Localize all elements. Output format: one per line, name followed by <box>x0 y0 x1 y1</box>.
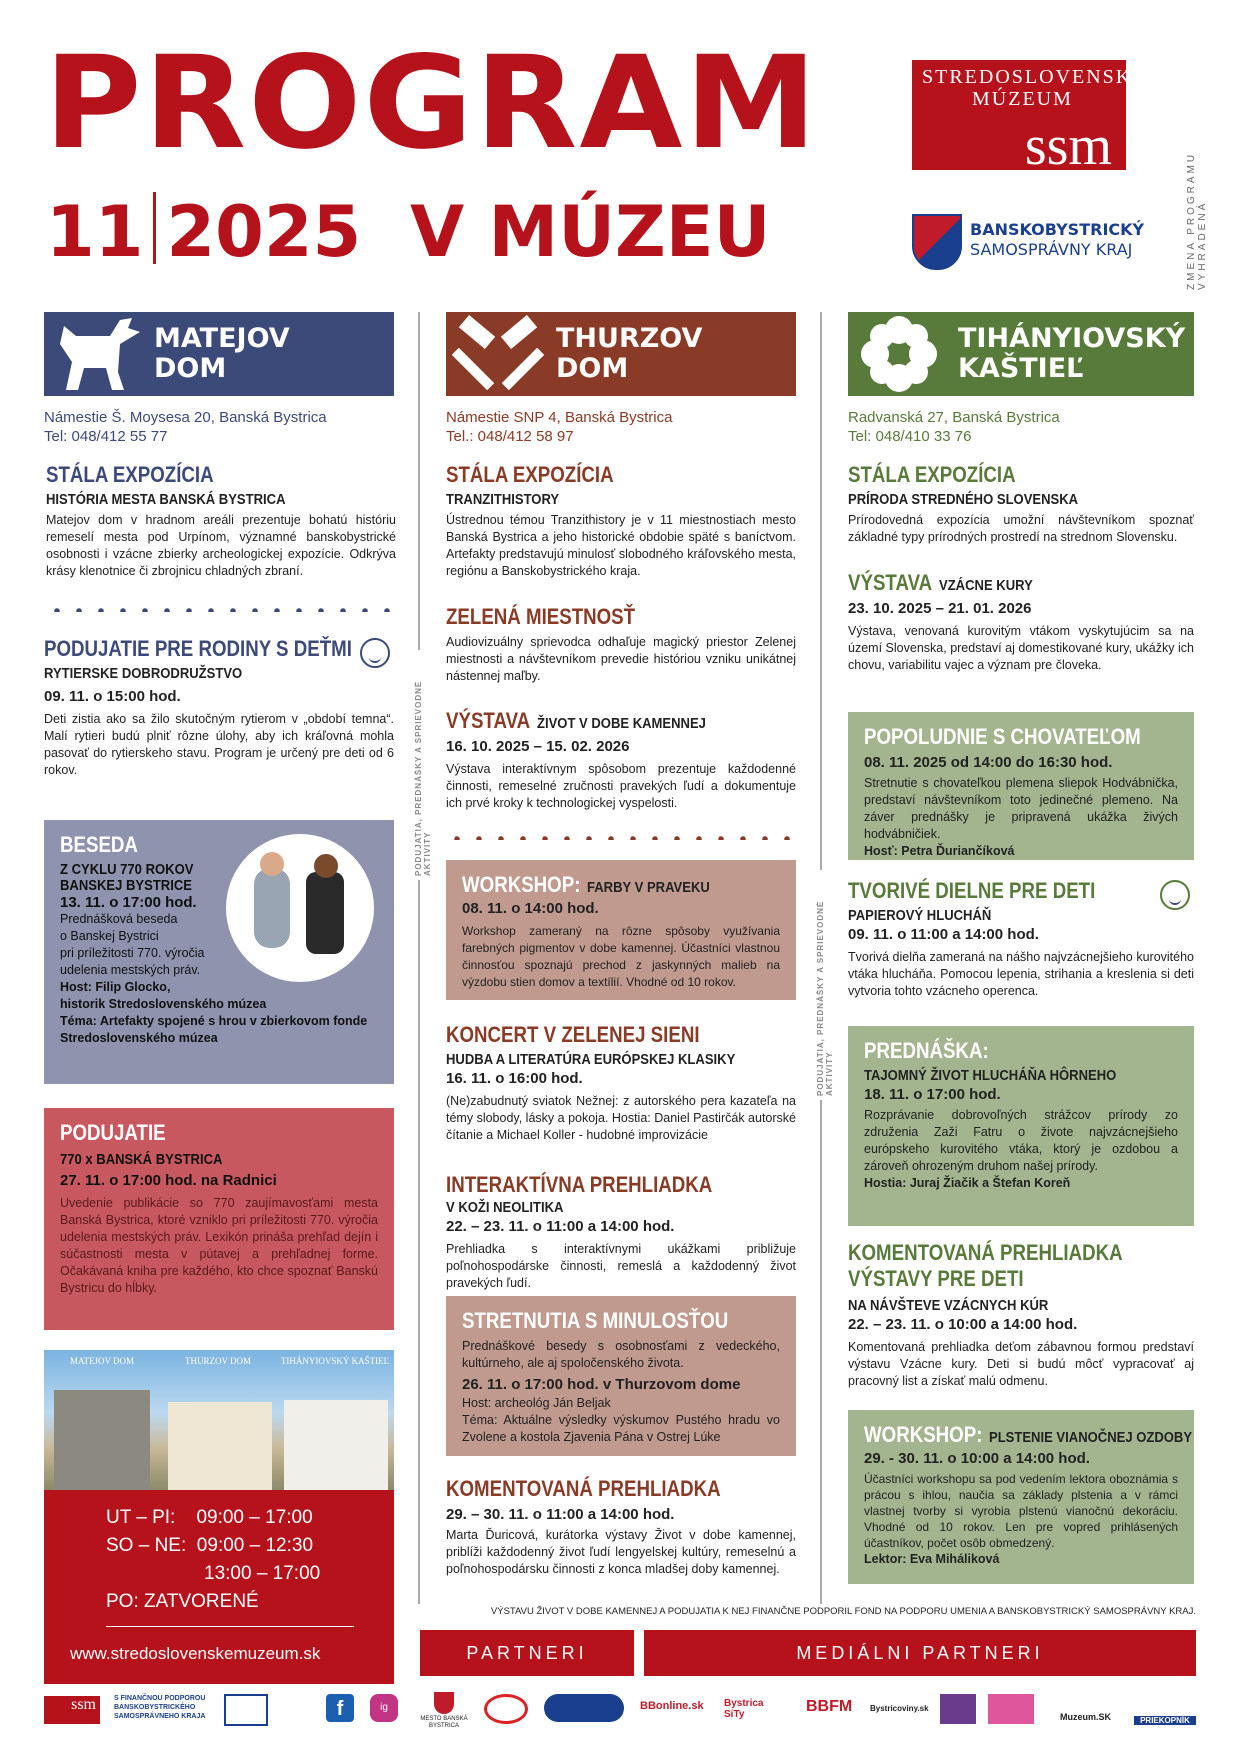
komentovana-deti: KOMENTOVANÁ PREHLIADKA VÝSTAVY PRE DETI NA NÁVŠTEVE VZÁCNYCH KÚR 22. – 23. 11. o 10:00 a 14:00 hod. Komentovaná prehliadka deťom zábavnou formou predstaví výstavu Vzácne kury. Deti si budú môcť vypracovať aj pracovný list a získať malú odmenu. <box>848 1240 1194 1388</box>
child-icon <box>360 638 390 668</box>
beseda-box: BESEDA Z CYKLU 770 ROKOV BANSKEJ BYSTRICE 13. 11. o 17:00 hod. Prednášková beseda o Banskej Bystrici pri príležitosti 770. výročia udelenia mestských práv. Host: Filip Glocko, historik Stredoslovenského múzea Téma: Artefakty spojené s hrou v zbierkovom fonde Stredoslovenského múzea <box>44 820 394 1084</box>
tvorive-dielne: TVORIVÉ DIELNE PRE DETI PAPIEROVÝ HLUCHÁŇ 09. 11. o 11:00 a 14:00 hod. Tvorivá dielňa zameraná na nášho najvzácnejšieho kurovitého vtáka hlucháňa. Pomocou lepenia, strihania a kreslenia si deti vytvoria tohto vzácneho operenca. <box>848 878 1194 998</box>
bbsk-logo: BANSKOBYSTRICKÝ SAMOSPRÁVNY KRAJ <box>912 214 1152 272</box>
facebook-icon[interactable]: f <box>326 1694 354 1722</box>
side-label: PODUJATIA, PREDNÁŠKY A SPRIEVODNÉ AKTIVITY <box>414 650 432 880</box>
interaktivna-prehliadka: INTERAKTÍVNA PREHLIADKA V KOŽI NEOLITIKA 22. – 23. 11. o 11:00 a 14:00 hod. Prehliadka s interaktívnymi ukážkami približuje poľnohospodárske činnosti, remeslá a každodenný život pravekých ľudí. <box>446 1172 796 1290</box>
tihanyiovsky-header: TIHÁNYIOVSKÝ KAŠTIEĽ <box>848 312 1194 396</box>
zelena-miestnost: ZELENÁ MIESTNOSŤ Audiovizuálny sprievodca odhaľuje magický priestor Zelenej miestnosti a návštevníkom prevedie históriou vzniku unikátnej nástennej maľby. <box>446 604 796 683</box>
instagram-icon[interactable]: ig <box>370 1694 398 1722</box>
komentovana-prehliadka: KOMENTOVANÁ PREHLIADKA 29. – 30. 11. o 11:00 a 14:00 hod. Marta Ďuricová, kurátorka výstavy Život v dobe kamennej, priblíži každodenný život ľudí lengyelskej kultúry, remeselnú a poľnohospodársku činnosti z konca mladšej doby kamennej. <box>446 1476 796 1576</box>
bbonline-logo: BBonline.sk <box>640 1700 704 1712</box>
crest-icon <box>912 214 962 270</box>
koncert: KONCERT V ZELENEJ SIENI HUDBA A LITERATÚRA EURÓPSKEJ KLASIKY 16. 11. o 16:00 hod. (Ne)zabudnutý sviatok Nežnej: z autorského pera kazateľa na témy slobody, lásky a pokoja. Hostia: Daniel Pastirčák autorské čítanie a Michael Koller - hudobné improvizácie <box>446 1022 796 1142</box>
vystava-kamenna: VÝSTAVA ŽIVOT V DOBE KAMENNEJ 16. 10. 2025 – 15. 02. 2026 Výstava interaktívnym spôsobom prezentuje každodenné činnosti, remeselné zručnosti pravekých ľudí a dokumentuje ich prvé kroky k technologickej vyspelosti. <box>446 708 796 810</box>
priekopnik-logo: PRIEKOPNÍK <box>1134 1716 1196 1725</box>
family-event: PODUJATIE PRE RODINY S DEŤMI RYTIERSKE DOBRODRUŽSTVO 09. 11. o 15:00 hod. Deti zistia ako sa žilo skutočným rytierom v „období temna“. Malí rytieri budú plniť rôzne úlohy, aby ich kráľovná mohla pasovať do rytierskeho stavu. Program je určený pre deti od 6 rokov. <box>44 636 394 777</box>
buildings-photo: MATEJOV DOM THURZOV DOM TIHÁNYIOVSKÝ KAŠTIEĽ <box>44 1350 394 1490</box>
prednaska-box: PREDNÁŠKA: TAJOMNÝ ŽIVOT HLUCHÁŇA HÔRNEHO 18. 11. o 17:00 hod. Rozprávanie dobrovoľných strážcov prírody zo združenia Zaži Fatru o živote najvzácnejšieho európskeho kurovitého vtáka, ktorý je ozdobou a zároveň ohrozeným druhom našej prírody. Hostia: Juraj Žiačik a Štefan Koreň <box>848 1026 1194 1226</box>
partner-logo <box>484 1694 528 1724</box>
opening-hours: UT – PI: 09:00 – 17:00 SO – NE: 09:00 – 12:30 13:00 – 17:00 PO: ZATVORENÉ www.stredoslovenskemuzeum.sk <box>44 1490 394 1684</box>
bystrica-city-logo: Bystrica SiTy <box>724 1698 764 1720</box>
tihanyi-expo: STÁLA EXPOZÍCIA PRÍRODA STREDNÉHO SLOVENSKA Prírodovedná expozícia umožní návštevníkom spoznať základné typy prírodných prostredí na strednom Slovensku. <box>848 462 1194 544</box>
month-year: 11 2025 V MÚZEU <box>46 191 771 273</box>
media-partners-bar: MEDIÁLNI PARTNERI <box>644 1630 1196 1676</box>
matejov-address: Námestie Š. Moysesa 20, Banská Bystrica Tel: 048/412 55 77 <box>44 409 327 445</box>
thurzov-header: THURZOV DOM <box>446 312 796 396</box>
matejov-header: MATEJOV DOM <box>44 312 394 396</box>
side-note: ZMENA PROGRAMU VYHRADENÁ <box>1186 151 1208 290</box>
stretnutia-box: STRETNUTIA S MINULOSŤOU Prednáškové besedy s osobnosťami z vedeckého, kultúrneho, ale aj spoločenského života. 26. 11. o 17:00 hod. v Thurzovom dome Host: archeológ Ján Beljak Téma: Aktuálne výsledky výskumov Pustého hradu vo Zvolene a kostola Zjavenia Pána v Ostrej Lúke <box>446 1296 796 1456</box>
partner-logo <box>544 1694 624 1722</box>
workshop-plstenie: WORKSHOP: PLSTENIE VIANOČNEJ OZDOBY 29. - 30. 11. o 10:00 a 14:00 hod. Účastníci workshopu sa pod vedením lektora oboznámia s prácou s ihlou, naučia sa základy plstenia a v rámci vlastnej tvorby si vyrobia plstenú vianočnú dekoráciu. Vhodné od 10 rokov. Len pre vopred prihlásených účastníkov, počet osôb obmedzený. Lektor: Eva Miháliková <box>848 1410 1194 1584</box>
divider <box>418 312 420 1604</box>
tihanyi-address: Radvanská 27, Banská Bystrica Tel: 048/410 33 76 <box>848 409 1060 445</box>
logo-strip <box>44 1690 1196 1736</box>
ssm-logo: STREDOSLOVENSKÉ MÚZEUM ssm <box>912 60 1126 170</box>
muzeum-sk-logo: Muzeum.SK <box>1060 1712 1112 1722</box>
bystricoviny-logo: Bystricoviny.sk <box>870 1704 929 1713</box>
dotted-divider <box>446 836 796 840</box>
child-icon <box>1160 880 1190 910</box>
website-link[interactable]: www.stredoslovenskemuzeum.sk <box>70 1644 321 1663</box>
horse-icon <box>50 314 146 394</box>
partner-logo <box>940 1694 976 1724</box>
dotted-divider <box>46 608 396 612</box>
side-label: PODUJATIA, PREDNÁŠKY A SPRIEVODNÉ AKTIVITY <box>816 870 834 1100</box>
bbsk-small-logo: S FINANČNOU PODPOROU BANSKOBYSTRICKÉHO SAMOSPRÁVNEHO KRAJA <box>114 1695 206 1720</box>
popoludnie-box: POPOLUDNIE S CHOVATEĽOM 08. 11. 2025 od 14:00 do 16:30 hod. Stretnutie s chovateľkou plemena sliepok Hodvábnička, predstaví návštevníkom toto jedinečné plemeno. Na záver prednášky je pripravená ukážka živých hodvábničiek. Hosť: Petra Ďuriančíková <box>848 712 1194 860</box>
ssm-small-logo: ssm <box>44 1696 100 1724</box>
dolls-image <box>226 834 374 982</box>
vystava-kury: VÝSTAVA VZÁCNE KURY 23. 10. 2025 – 21. 01. 2026 Výstava, venovaná kurovitým vtákom vyskytujúcim sa na území Slovenska, predstaví aj domestikované kury, ukážky ich chovu, variabilitu vajec a význam pre človeka. <box>848 570 1194 672</box>
matejov-expo: STÁLA EXPOZÍCIA HISTÓRIA MESTA BANSKÁ BYSTRICA Matejov dom v hradnom areáli prezentuje bohatú históriu remeselí mesta pod Urpínom, významné banskobystrické osobnosti i vzácne zbierky archeologickej expozície. Odkrýva krásy klenotnice či zbrojnicu chladných zbraní. <box>46 462 396 578</box>
thurzov-address: Námestie SNP 4, Banská Bystrica Tel.: 048/412 58 97 <box>446 409 673 445</box>
podujatie-box: PODUJATIE 770 x BANSKÁ BYSTRICA 27. 11. o 17:00 hod. na Radnici Uvedenie publikácie so 770 zaujímavosťami mesta Banská Bystrica, ktoré vzniklo pri príležitosti 770. výročia udelenia mestských práv. Lexikón prináša prehľad dejín i súčastnosti mesta v pútavej a prehľadnej forme. Očakávaná kniha pre každého, kto chce spoznať Banskú Bystricu do hĺbky. <box>44 1108 394 1330</box>
thurzov-expo: STÁLA EXPOZÍCIA TRANZITHISTORY Ústrednou témou Tranzithistory je v 11 miestnostiach mesto Banská Bystrica a jeho historické obdobie späté s baníctvom. Artefakty predstavujú minulosť slobodného kráľovského mesta, regiónu a Banskobystrického kraja. <box>446 462 796 578</box>
fpu-logo <box>224 1694 268 1726</box>
bbfm-logo: BBFM <box>806 1698 853 1715</box>
partners-bar: PARTNERI <box>420 1630 634 1676</box>
program-title: PROGRAM <box>44 29 820 178</box>
funding-note: VÝSTAVU ŽIVOT V DOBE KAMENNEJ A PODUJATIA K NEJ FINANČNE PODPORIL FOND NA PODPORU UMENIA A BANSKOBYSTRICKÝ SAMOSPRÁVNY KRAJ. <box>490 1606 1196 1617</box>
partner-logo <box>988 1694 1034 1724</box>
mesto-logo: MESTO BANSKÁ BYSTRICA <box>414 1692 474 1730</box>
hammer-icon <box>450 314 546 394</box>
workshop-farby: WORKSHOP: FARBY V PRAVEKU 08. 11. o 14:00 hod. Workshop zameraný na rôzne spôsoby využívania farebných pigmentov v dobe kamennej. Účastníci vlastnou činnosťou spoznajú prechod z jaskynných malieb na výzdobu stien domov a textílií. Vhodné od 10 rokov. <box>446 860 796 1000</box>
flower-icon <box>854 314 944 394</box>
